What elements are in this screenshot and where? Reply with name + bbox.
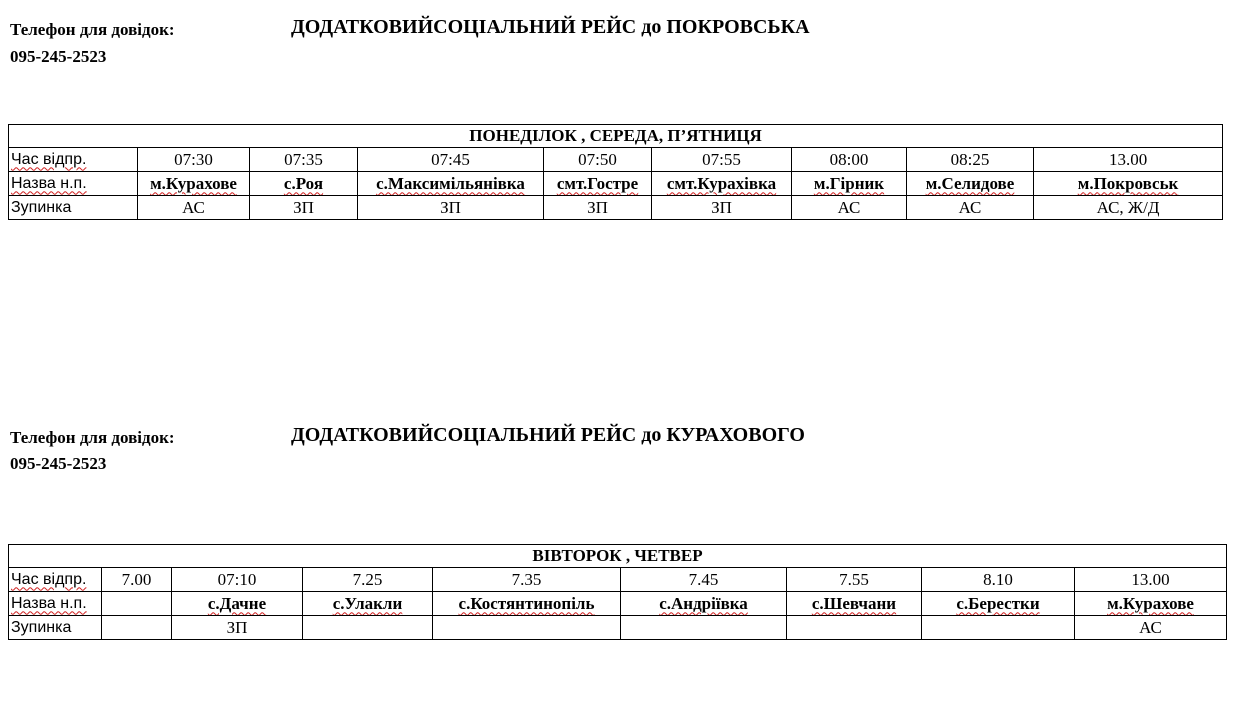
time-cell: 7.55 (787, 568, 922, 592)
row-label-time: Час відпр. (9, 148, 138, 172)
stop-cell: ЗП (652, 196, 792, 220)
town-cell: м.Курахове (1075, 592, 1227, 616)
days-row (9, 125, 1223, 148)
town-cell: с.Улакли (303, 592, 433, 616)
stop-cell (102, 616, 172, 640)
town-cell: с.Андріївка (621, 592, 787, 616)
towns-row (9, 172, 1223, 196)
time-cell: 07:35 (250, 148, 358, 172)
town-cell: с.Шевчани (787, 592, 922, 616)
stops-row (9, 196, 1223, 220)
time-cell: 13.00 (1075, 568, 1227, 592)
time-cell: 7.35 (433, 568, 621, 592)
town-cell: смт.Гостре (544, 172, 652, 196)
time-cell: 7.00 (102, 568, 172, 592)
stop-cell: АС (792, 196, 907, 220)
phone-number: 095-245-2523 (10, 454, 107, 473)
time-cell: 7.25 (303, 568, 433, 592)
row-label-stop: Зупинка (9, 196, 138, 220)
time-cell: 08:25 (907, 148, 1034, 172)
town-cell: с.Костянтинопіль (433, 592, 621, 616)
time-cell: 7.45 (621, 568, 787, 592)
schedule-title: ДОДАТКОВИЙСОЦІАЛЬНИЙ РЕЙС до ПОКРОВСЬКА (291, 16, 810, 38)
time-cell: 07:55 (652, 148, 792, 172)
towns-row (9, 592, 1227, 616)
stop-cell (922, 616, 1075, 640)
time-cell: 07:30 (138, 148, 250, 172)
town-cell: м.Покровськ (1034, 172, 1223, 196)
stop-cell (433, 616, 621, 640)
row-label-town: Назва н.п. (9, 172, 138, 196)
stop-cell: ЗП (544, 196, 652, 220)
stop-cell: АС (907, 196, 1034, 220)
town-cell: м.Гірник (792, 172, 907, 196)
schedule-title: ДОДАТКОВИЙСОЦІАЛЬНИЙ РЕЙС до КУРАХОВОГО (291, 424, 805, 446)
days-row (9, 545, 1227, 568)
town-cell: с.Берестки (922, 592, 1075, 616)
stop-cell: АС (1075, 616, 1227, 640)
time-cell: 07:50 (544, 148, 652, 172)
time-cell: 08:00 (792, 148, 907, 172)
schedule-kurakhove (0, 420, 1250, 660)
time-cell: 13.00 (1034, 148, 1223, 172)
row-label-town: Назва н.п. (9, 592, 102, 616)
stops-row (9, 616, 1227, 640)
time-cell: 07:10 (172, 568, 303, 592)
times-row (9, 568, 1227, 592)
town-cell: с.Роя (250, 172, 358, 196)
row-label-stop: Зупинка (9, 616, 102, 640)
time-cell: 8.10 (922, 568, 1075, 592)
town-cell (102, 592, 172, 616)
town-cell: смт.Курахівка (652, 172, 792, 196)
times-row (9, 148, 1223, 172)
stop-cell (787, 616, 922, 640)
stop-cell: АС, Ж/Д (1034, 196, 1223, 220)
phone-number: 095-245-2523 (10, 47, 107, 66)
row-label-time: Час відпр. (9, 568, 102, 592)
stop-cell (621, 616, 787, 640)
schedule-table (8, 124, 1223, 220)
town-cell: м.Курахове (138, 172, 250, 196)
town-cell: с.Максимільянівка (358, 172, 544, 196)
phone-label: Телефон для довідок: (10, 20, 175, 39)
days-cell: ПОНЕДІЛОК , СЕРЕДА, П’ЯТНИЦЯ (9, 125, 1223, 148)
time-cell: 07:45 (358, 148, 544, 172)
town-cell: м.Селидове (907, 172, 1034, 196)
schedule-table (8, 544, 1227, 640)
stop-cell (303, 616, 433, 640)
stop-cell: ЗП (358, 196, 544, 220)
stop-cell: ЗП (172, 616, 303, 640)
phone-label: Телефон для довідок: (10, 428, 175, 447)
town-cell: с.Дачне (172, 592, 303, 616)
schedule-pokrovsk (0, 0, 1250, 240)
days-cell: ВІВТОРОК , ЧЕТВЕР (9, 545, 1227, 568)
stop-cell: ЗП (250, 196, 358, 220)
stop-cell: АС (138, 196, 250, 220)
